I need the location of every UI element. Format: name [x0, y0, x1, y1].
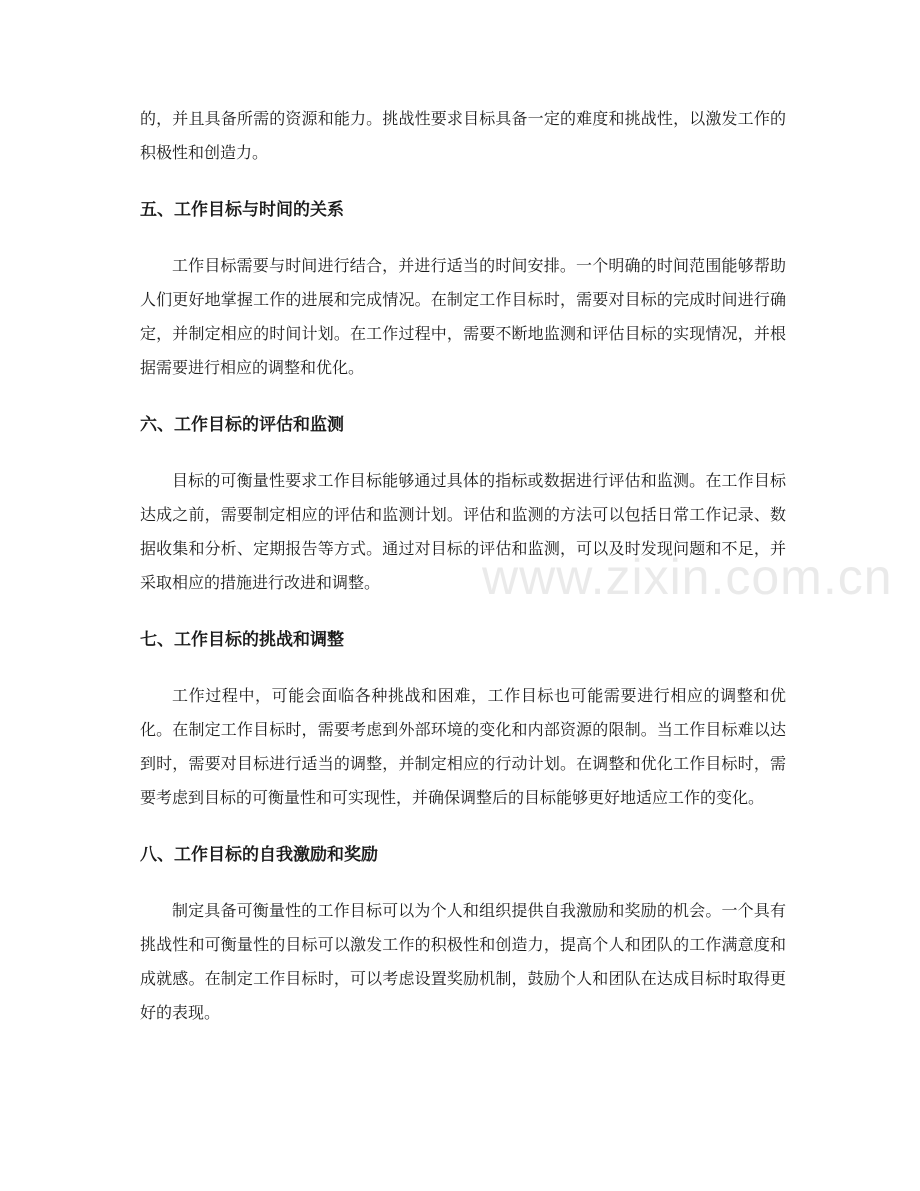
section-heading-7: 七、工作目标的挑战和调整 [140, 630, 344, 650]
section-body-8: 制定具备可衡量性的工作目标可以为个人和组织提供自我激励和奖励的机会。一个具有挑战性和可衡量性的目标可以激发工作的积极性和创造力，提高个人和团队的工作满意度和成就感。在制定工作目标时，可以考虑设置奖励机制，鼓励个人和团队在达成目标时取得更好的表现。 [140, 901, 786, 1022]
section-heading-6: 六、工作目标的评估和监测 [140, 415, 344, 435]
section-body-5: 工作目标需要与时间进行结合，并进行适当的时间安排。一个明确的时间范围能够帮助人们更好地掌握工作的进展和完成情况。在制定工作目标时，需要对目标的完成时间进行确定，并制定相应的时间计划。在工作过程中，需要不断地监测和评估目标的实现情况，并根据需要进行相应的调整和优化。 [140, 256, 786, 377]
section-heading-8: 八、工作目标的自我激励和奖励 [140, 845, 378, 865]
section-body-6: 目标的可衡量性要求工作目标能够通过具体的指标或数据进行评估和监测。在工作目标达成之前，需要制定相应的评估和监测计划。评估和监测的方法可以包括日常工作记录、数据收集和分析、定期报告等方式。通过对目标的评估和监测，可以及时发现问题和不足，并采取相应的措施进行改进和调整。 [140, 471, 786, 592]
section-body-7: 工作过程中，可能会面临各种挑战和困难，工作目标也可能需要进行相应的调整和优化。在制定工作目标时，需要考虑到外部环境的变化和内部资源的限制。当工作目标难以达到时，需要对目标进行适当的调整，并制定相应的行动计划。在调整和优化工作目标时，需要考虑到目标的可衡量性和可实现性，并确保调整后的目标能够更好地适应工作的变化。 [140, 686, 786, 807]
watermark: www.zixin.com.cn [482, 549, 893, 605]
intro-paragraph: 的，并且具备所需的资源和能力。挑战性要求目标具备一定的难度和挑战性，以激发工作的积极性和创造力。 [140, 109, 786, 162]
section-heading-5: 五、工作目标与时间的关系 [140, 200, 344, 220]
